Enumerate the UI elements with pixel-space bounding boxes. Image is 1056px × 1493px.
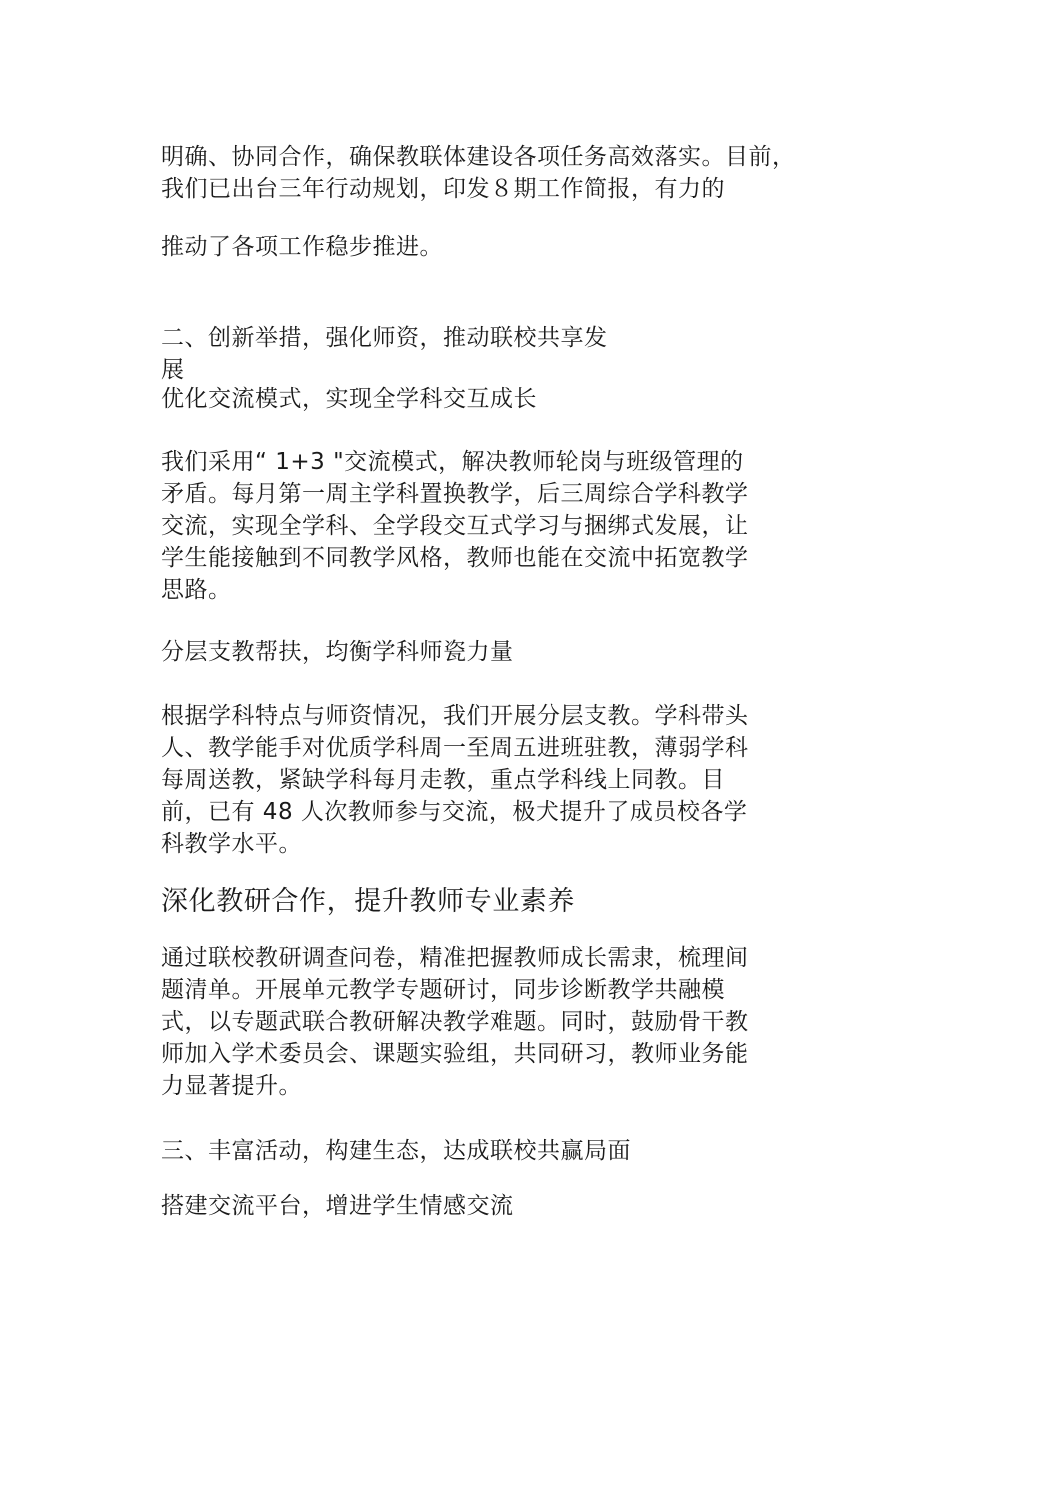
paragraph-line: 我们已出台三年行动规划，印发８期工作简报，有力的 (161, 176, 725, 202)
paragraph-line: 交流，实现全学科、全学段交互式学习与捆绑式发展，让 (161, 513, 749, 539)
section-2-paragraph-3 (161, 942, 749, 1102)
paragraph-line: 题清单。开展单元教学专题研讨，同步诊断教学共融模 (161, 977, 725, 1003)
intro-paragraph (161, 141, 796, 205)
paragraph-line: 师加入学术委员会、课题实验组，共同研习，教师业务能 (161, 1041, 749, 1067)
paragraph-line: 根据学科特点与师资情况，我们开展分层支教。学科带头 (161, 703, 749, 729)
paragraph-line: 每周送教，紧缺学科每月走教，重点学科线上同教。目 (161, 767, 725, 793)
paragraph-line: 明确、协同合作，确保教联体建设各项任务高效落实。目前， (161, 144, 796, 170)
section-2-heading (161, 322, 608, 386)
heading-line: 二、创新举措，强化师资，推动联校共享发 (161, 325, 608, 351)
section-2-paragraph-1 (161, 446, 749, 606)
paragraph-line: 我们采用“ 1+3 "交流模式，解决教师轮岗与班级管理的 (161, 449, 744, 475)
paragraph-line: 矛盾。每月第一周主学科置换教学，后三周综合学科教学 (161, 481, 749, 507)
paragraph-line: 通过联校教研调查问卷，精准把握教师成长需隶，梳理间 (161, 945, 749, 971)
paragraph-line: 力显著提升。 (161, 1073, 302, 1099)
section-3-heading: 三、丰富活动，构建生态，达成联校共赢局面 (161, 1138, 631, 1164)
paragraph-line: 人、教学能手对优质学科周一至周五进班驻教，薄弱学科 (161, 735, 749, 761)
heading-line: 展 (161, 357, 185, 383)
section-2-paragraph-2 (161, 700, 749, 860)
paragraph-line: 思路。 (161, 577, 232, 603)
intro-paragraph-tail: 推动了各项工作稳步推进。 (161, 234, 443, 260)
section-2-subheading-2: 分层支教帮扶，均衡学科师瓷力量 (161, 639, 514, 665)
paragraph-line: 科教学水平。 (161, 831, 302, 857)
section-3-subheading-1: 搭建交流平台，增进学生情感交流 (161, 1193, 514, 1219)
paragraph-line: 前，已有 48 人次教师参与交流，极犬提升了成员校各学 (161, 799, 748, 825)
paragraph-line: 式，以专题武联合教研解决教学难题。同时，鼓励骨干教 (161, 1009, 749, 1035)
section-2-subheading-3: 深化教研合作，提升教师专业素养 (161, 886, 575, 917)
section-2-subheading-1: 优化交流模式，实现全学科交互成长 (161, 386, 537, 412)
paragraph-line: 学生能接触到不同教学风格，教师也能在交流中拓宽教学 (161, 545, 749, 571)
